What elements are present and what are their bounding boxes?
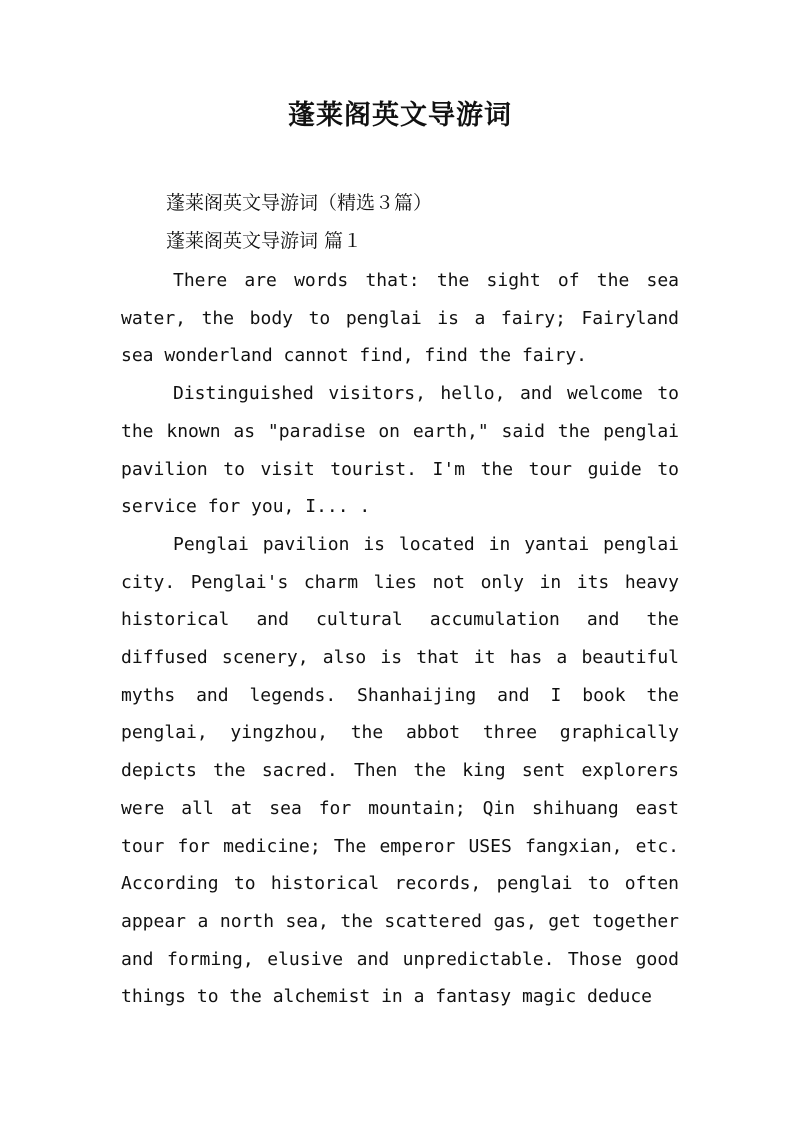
page-title: 蓬莱阁英文导游词 bbox=[288, 100, 512, 131]
paragraph-2: Distinguished visitors, hello, and welcome to the known as "paradise on earth," said the penglai pavilion to visit tourist. I'm the tour guide to service for you, I... . bbox=[121, 383, 679, 518]
paragraph-3: Penglai pavilion is located in yantai penglai city. Penglai's charm lies not only in its heavy historical and cultural accumulation and the diffused scenery, also is that it has a beautiful myths and legends. Shanhaijing and I book the penglai, yingzhou, the abbot three graphically depicts the sacred. Then the king sent explorers were all at sea for mountain; Qin shihuang east tour for medicine; The emperor USES fangxian, etc. According to historical records, penglai to often appear a north sea, the scattered gas, get together and forming, elusive and unpredictable. Those good things to the alchemist in a fantasy magic deduce bbox=[121, 533, 679, 1008]
paragraph-1: There are words that: the sight of the sea water, the body to penglai is a fairy; Fairyland sea wonderland cannot find, find the fairy. bbox=[121, 270, 679, 367]
document-subtitle: 蓬莱阁英文导游词（精选３篇） bbox=[166, 192, 433, 214]
section-heading: 蓬莱阁英文导游词 篇１ bbox=[166, 230, 363, 252]
body-text bbox=[121, 262, 679, 1016]
